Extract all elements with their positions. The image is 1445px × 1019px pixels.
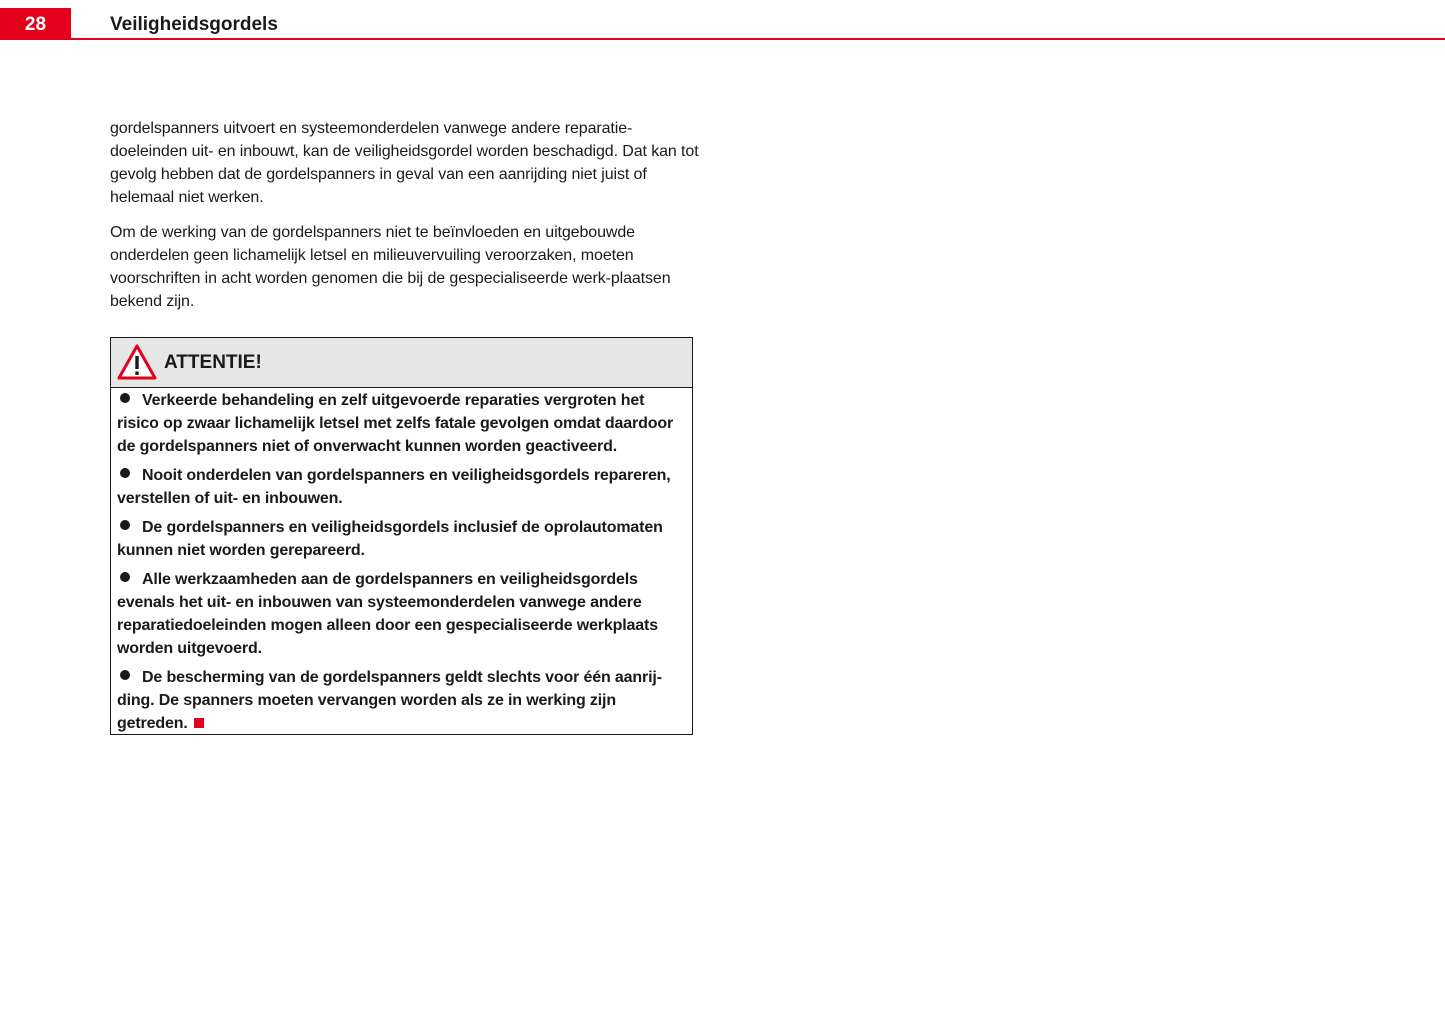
warning-item-text: Alle werkzaamheden aan de gordelspanners en veiligheidsgordels evenals het uit- en inbouwen van systeemonderdelen vanwege andere reparatiedoeleinden mogen alleen door een gespecialiseerde werkplaats worden uitgevoerd. xyxy=(117,571,658,657)
body-paragraph-1: gordelspanners uitvoert en systeemonderdelen vanwege andere reparatie-doeleinden uit- en inbouwt, kan de veiligheidsgordel worden beschadigd. Dat kan tot gevolg hebben dat de gordelspanners in geval van een aanrijding niet juist of helemaal niet werken. xyxy=(110,120,699,206)
warning-item xyxy=(117,464,688,510)
bullet-icon xyxy=(120,572,130,582)
warning-item-text: Verkeerde behandeling en zelf uitgevoerde reparaties vergroten het risico op zwaar lichamelijk letsel met zelfs fatale gevolgen omdat daardoor de gordelspanners niet of onverwacht kunnen worden geactiveerd. xyxy=(117,392,674,455)
warning-item xyxy=(117,516,688,562)
bullet-icon xyxy=(120,468,130,478)
bullet-icon xyxy=(120,670,130,680)
warning-item xyxy=(117,388,688,458)
body-paragraph-2: Om de werking van de gordelspanners niet te beïnvloeden en uitgebouwde onderdelen geen lichamelijk letsel en milieuvervuiling veroorzaken, moeten voorschriften in acht worden genomen die bij de gespecialiseerde werk-plaatsen bekend zijn. xyxy=(110,224,671,310)
warning-item xyxy=(117,568,688,660)
page-number: 28 xyxy=(0,8,71,40)
header-rule xyxy=(0,38,1445,40)
warning-title: ATTENTIE! xyxy=(164,352,262,373)
warning-item-text: De bescherming van de gordelspanners geldt slechts voor één aanrij-ding. De spanners moeten vervangen worden als ze in werking zijn getreden. xyxy=(117,669,662,732)
warning-header xyxy=(111,338,692,388)
warning-list xyxy=(111,388,692,735)
end-mark-icon xyxy=(194,718,204,728)
warning-box xyxy=(110,337,693,735)
warning-item-text: Nooit onderdelen van gordelspanners en veiligheidsgordels repareren, verstellen of uit- en inbouwen. xyxy=(117,467,671,507)
warning-item xyxy=(117,666,688,735)
warning-triangle-icon xyxy=(117,344,157,380)
bullet-icon xyxy=(120,393,130,403)
bullet-icon xyxy=(120,520,130,530)
warning-item-text: De gordelspanners en veiligheidsgordels inclusief de oprolautomaten kunnen niet worden gerepareerd. xyxy=(117,519,663,559)
section-title: Veiligheidsgordels xyxy=(110,14,278,35)
